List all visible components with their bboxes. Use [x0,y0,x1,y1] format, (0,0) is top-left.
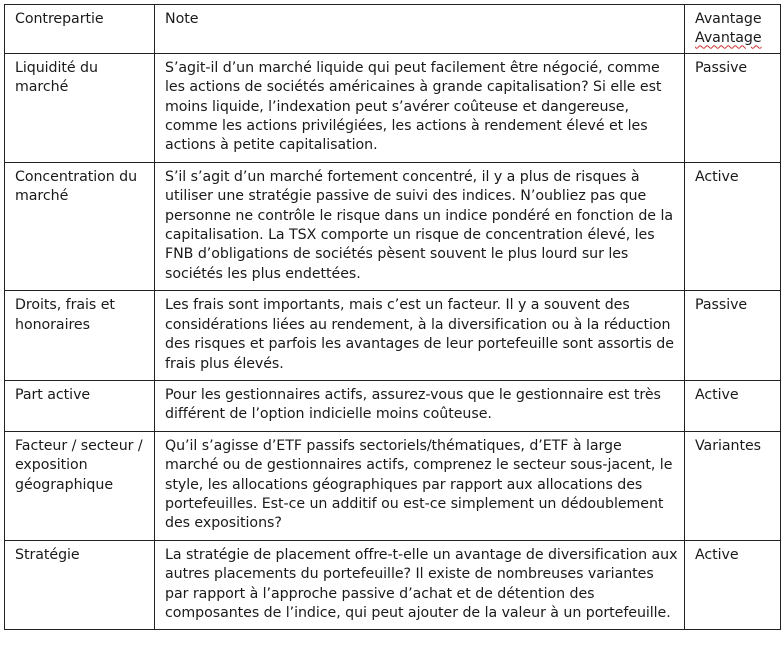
table-header-row [5,5,781,54]
document-page [4,4,781,630]
table-row [5,540,781,630]
header-avantage-spellcheck-text: Avantage [695,30,762,47]
row-label: Droits, frais et honoraires [5,291,155,381]
row-advantage: Active [685,380,781,431]
table-row [5,380,781,431]
row-advantage: Active [685,162,781,290]
row-advantage: Passive [685,291,781,381]
row-note: Qu’il s’agisse d’ETF passifs sectoriels/thématiques, d’ETF à large marché ou de gestionnaires actifs, comprenez le secteur sous-jacent, le style, les allocations géographiques par rapport aux allocations des portefeuilles. Est-ce un additif ou est-ce simplement un dédoublement des expositions? [155,431,685,540]
header-note: Note [155,5,685,54]
row-advantage: Active [685,540,781,630]
table-row [5,291,781,381]
table-row [5,162,781,290]
row-label: Stratégie [5,540,155,630]
table-row [5,53,781,162]
comparison-table [4,4,781,630]
row-note: La stratégie de placement offre-t-elle un avantage de diversification aux autres placements du portefeuille? Il existe de nombreuses variantes par rapport à l’approche passive d’achat et de détention des composantes de l’indice, qui peut ajouter de la valeur à un portefeuille. [155,540,685,630]
row-label: Liquidité du marché [5,53,155,162]
table-row [5,431,781,540]
row-advantage: Variantes [685,431,781,540]
row-note: Pour les gestionnaires actifs, assurez-vous que le gestionnaire est très différent de l’option indicielle moins coûteuse. [155,380,685,431]
row-label: Concentration du marché [5,162,155,290]
header-contrepartie: Contrepartie [5,5,155,54]
row-label: Part active [5,380,155,431]
row-note: S’il s’agit d’un marché fortement concentré, il y a plus de risques à utiliser une stratégie passive de suivi des indices. N’oubliez pas que personne ne contrôle le risque dans un indice pondéré en fonction de la capitalisation. La TSX comporte un risque de concentration élevé, les FNB d’obligations de sociétés pèsent souvent le plus lourd sur les sociétés les plus endettées. [155,162,685,290]
header-avantage [685,5,781,54]
row-label: Facteur / secteur / exposition géographique [5,431,155,540]
row-advantage: Passive [685,53,781,162]
header-avantage-text: Avantage [695,11,762,27]
row-note: Les frais sont importants, mais c’est un facteur. Il y a souvent des considérations liées au rendement, à la diversification ou à la réduction des risques et parfois les avantages de leur portefeuille sont assortis de frais plus élevés. [155,291,685,381]
row-note: S’agit-il d’un marché liquide qui peut facilement être négocié, comme les actions de sociétés américaines à grande capitalisation? Si elle est moins liquide, l’indexation peut s’avérer coûteuse et dangereuse, comme les actions privilégiées, les actions à rendement élevé et les actions à petite capitalisation. [155,53,685,162]
